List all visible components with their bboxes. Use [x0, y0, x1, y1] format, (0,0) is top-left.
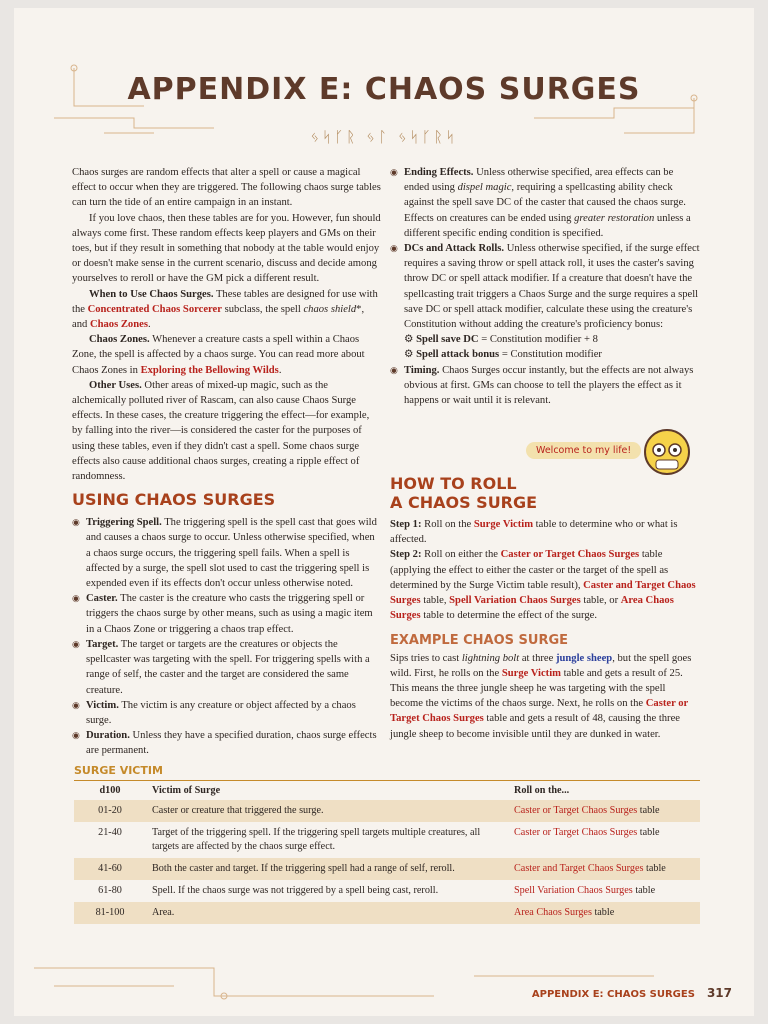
table-row	[74, 858, 700, 880]
formula-attack-bonus: ⚙ Spell attack bonus = Constitution modifier	[404, 349, 602, 361]
table-link[interactable]: Caster and Target Chaos Surges	[514, 863, 644, 874]
list-item: ◉ Caster. The caster is the creature who casts the triggering spell or triggers the chaos surge by other means, such as using a magic item in a Chaos Zone or triggering a chaos trap effect.	[72, 591, 382, 637]
table-cell: 41-60	[74, 858, 146, 880]
chaos-zones-paragraph: Chaos Zones. Whenever a creature casts a spell within a Chaos Zone, the spell is affected by a chaos surge. You can read more about Chaos Zones in Exploring the Bellowing Wilds.	[72, 334, 365, 376]
link-caster-or-target-example[interactable]: Caster or Target Chaos Surges	[390, 698, 689, 725]
character-portrait-icon	[638, 420, 696, 480]
link-concentrated-chaos-sorcerer[interactable]: Concentrated Chaos Sorcerer	[87, 303, 222, 315]
table-cell: Caster or Target Chaos Surges table	[508, 800, 700, 822]
when-to-use-paragraph: When to Use Chaos Surges. These tables are designed for use with the Concentrated Chaos Sorcerer subclass, the spell chaos shield*, and Chaos Zones.	[72, 288, 378, 331]
link-jungle-sheep[interactable]: jungle sheep	[555, 652, 613, 664]
table-cell: Caster and Target Chaos Surges table	[508, 858, 700, 880]
rules-list	[390, 165, 700, 408]
list-item: ◉ Victim. The victim is any creature or object affected by a chaos surge.	[72, 698, 382, 728]
table-title: SURGE VICTIM	[74, 764, 163, 777]
cipher-subtitle: ᛃᛋᚴᚱ ᛃᛚ ᛃᛋᚴᚱᛋ	[310, 128, 458, 146]
table-row	[74, 800, 700, 822]
gear-icon: ⚙	[404, 334, 414, 346]
table-row	[74, 822, 700, 858]
link-surge-victim[interactable]: Surge Victim	[473, 519, 534, 530]
table-link[interactable]: Caster or Target Chaos Surges	[514, 827, 638, 838]
table-row	[74, 902, 700, 924]
link-caster-or-target[interactable]: Caster or Target Chaos Surges	[500, 549, 640, 561]
list-item: ◉ Timing. Chaos Surges occur instantly, but the effects are not always obvious at first. GMs can choose to tell the players the effect as it happens or wait until it is relevant.	[390, 363, 700, 409]
table-cell: Area Chaos Surges table	[508, 902, 700, 924]
table-cell: 01-20	[74, 800, 146, 822]
table-link[interactable]: Caster or Target Chaos Surges	[514, 805, 638, 816]
intro-paragraph-2: If you love chaos, then these tables are for you. However, fun should always come first. These random effects keep players and GMs on their toes, but if they result in something that nobody at the table would enjoy or doesn't make sense in the current scenario, discuss and decide among yourselves to reroll or have the GM pick a different result.	[72, 212, 381, 285]
table-cell: Area.	[146, 902, 508, 924]
speech-bubble: Welcome to my life!	[526, 442, 641, 459]
link-area-chaos-surges[interactable]: Area Chaos Surges	[390, 595, 674, 622]
link-caster-and-target[interactable]: Caster and Target Chaos Surges	[390, 579, 696, 607]
column-header: Roll on the...	[508, 781, 700, 801]
using-chaos-surges-heading: USING CHAOS SURGES	[72, 490, 276, 510]
table-cell: Caster or Target Chaos Surges table	[514, 827, 660, 838]
list-item: ◉ Triggering Spell. The triggering spell is the spell cast that goes wild and causes a chaos surge to occur. Unless otherwise specified, when a chaos surge occurs, the triggering spell fails. When a spell is affected by a surge, the spell slot used to cast the triggering spell is expended even if its effects don't occur unless otherwise noted.	[72, 515, 382, 591]
column-header: Victim of Surge	[146, 781, 508, 801]
table-cell: 81-100	[74, 902, 146, 924]
page-footer	[532, 986, 732, 1000]
table-cell: 21-40	[98, 827, 122, 838]
list-item: ◉ DCs and Attack Rolls. Unless otherwise specified, if the surge effect requires a saving throw or spell attack roll, it uses the caster's saving throw DC or spell attack modifier. If a creature that doesn't have the spellcasting trait triggers a Chaos Surge and the surge requires a spell save DC or spell attack modifier, calculate these using the creature's Constitution without adding the creature's proficiency bonus: ⚙ Spell save DC = Constitution modifier + 8 ⚙ Spell attack bonus = Constitution modifier	[390, 241, 700, 363]
table-cell: Target of the triggering spell. If the triggering spell targets multiple creatures, all targets are affected by the chaos surge effect.	[152, 827, 481, 852]
book-page	[14, 8, 754, 1016]
other-uses-paragraph: Other Uses. Other areas of mixed-up magic, such as the alchemically polluted river of Rascam, can also cause Chaos Surge effects. In these cases, the creature triggering the effect—for example, by falling into the river—is considered the caster for the purposes of using these tables, even if they didn't cast a spell. Some chaos surge effects also cause additional chaos surges, creating a ripple effect of randomness.	[72, 379, 370, 483]
right-column-lower	[390, 474, 700, 742]
how-to-roll-heading: HOW TO ROLL A CHAOS SURGE	[390, 474, 538, 512]
table-link[interactable]: Spell Variation Chaos Surges	[514, 885, 633, 896]
page-number: 317	[706, 986, 732, 1000]
link-surge-victim-example[interactable]: Surge Victim	[501, 667, 561, 679]
table-cell: Caster or creature that triggered the surge.	[146, 800, 508, 822]
table-cell: Both the caster and target. If the triggering spell had a range of self, reroll.	[146, 858, 508, 880]
footer-label: APPENDIX E: CHAOS SURGES	[531, 989, 695, 1000]
gear-icon: ⚙	[404, 349, 414, 361]
table-cell: Spell. If the chaos surge was not triggered by a spell being cast, reroll.	[152, 885, 439, 896]
table-link[interactable]: Area Chaos Surges	[514, 907, 592, 918]
surge-victim-table	[74, 780, 700, 924]
link-exploring-bellowing-wilds[interactable]: Exploring the Bellowing Wilds	[140, 364, 279, 376]
step-2: Step 2: Roll on either the Caster or Target Chaos Surges table (applying the effect to either the caster or the target of the spell as determined by the Surge Victim table result), Caster and Target Chaos Surges table, Spell Variation Chaos Surges table, or Area Chaos Surges table to determine the effect of the surge.	[390, 549, 696, 622]
table-row	[74, 880, 700, 902]
example-heading: EXAMPLE CHAOS SURGE	[390, 633, 569, 649]
list-item: ◉ Duration. Unless they have a specified duration, chaos surge effects are permanent.	[72, 728, 382, 758]
table-header-row	[74, 781, 700, 801]
list-item: ◉ Target. The target or targets are the creatures or objects the spellcaster was targeting with the spell. For triggering spells with a range of self, the caster and the target are considered the same creature.	[72, 637, 382, 698]
page-title: APPENDIX E: CHAOS SURGES	[127, 72, 641, 107]
example-paragraph: Sips tries to cast lightning bolt at three jungle sheep, but the spell goes wild. First, he rolls on the Surge Victim table and gets a result of 25. This means the three jungle sheep he was targeting with the spell become the victims of the chaos surge. Next, he rolls on the Caster or Target Chaos Surges table and gets a result of 48, causing the three jungle sheep to become invisible until they are dunked in water.	[390, 652, 692, 740]
table-cell: 61-80	[98, 885, 122, 896]
using-list	[72, 515, 382, 758]
link-spell-variation[interactable]: Spell Variation Chaos Surges	[449, 595, 581, 607]
table-cell: Spell Variation Chaos Surges table	[514, 885, 656, 896]
intro-paragraph: Chaos surges are random effects that alter a spell or cause a magical effect to occur when they are triggered. The following chaos surge tables can turn the tide of an entire campaign in an instant.	[72, 167, 381, 209]
right-column	[390, 165, 700, 408]
link-chaos-zones[interactable]: Chaos Zones	[89, 319, 148, 331]
left-column	[72, 165, 382, 759]
list-item: ◉ Ending Effects. Unless otherwise specified, area effects can be ended using dispel magic, requiring a spellcasting ability check against the spell save DC of the caster that caused the chaos surge. Effects on creatures can be ended using greater restoration unless a different specific ending condition is specified.	[390, 165, 700, 241]
column-header: d100	[74, 781, 146, 801]
step-1: Step 1: Roll on the Surge Victim table to determine who or what is affected.	[390, 519, 678, 546]
formula-save-dc: ⚙ Spell save DC = Constitution modifier + 8	[404, 334, 598, 346]
